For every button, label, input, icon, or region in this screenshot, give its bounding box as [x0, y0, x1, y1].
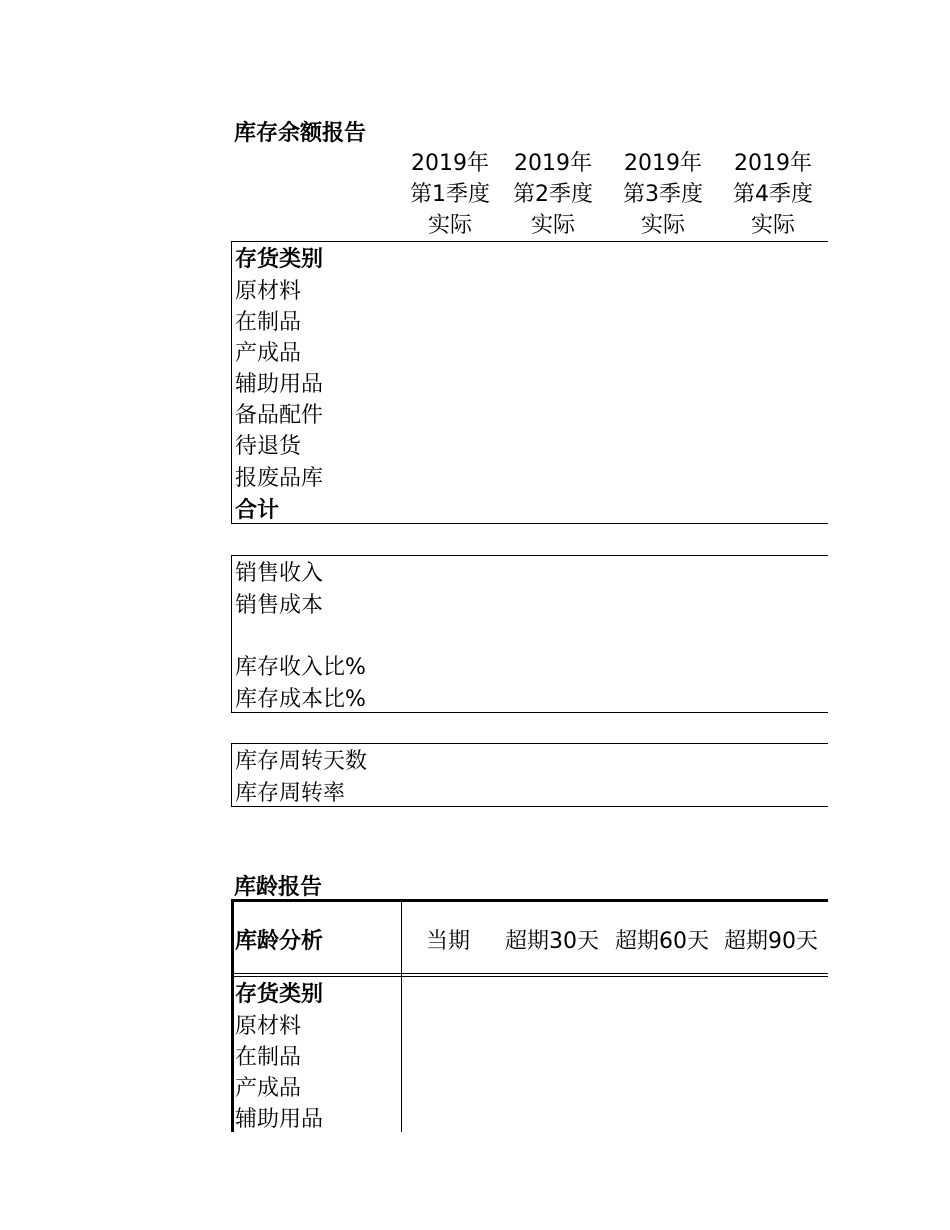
aging-col-30: 超期30天 — [505, 929, 599, 954]
sales-cost-label: 销售成本 — [235, 593, 324, 618]
list-item: 在制品 — [235, 310, 302, 335]
sales-revenue-label: 销售收入 — [235, 561, 324, 586]
turnover-left-border — [231, 743, 232, 806]
list-item: 备品配件 — [235, 403, 324, 428]
list-item: 原材料 — [235, 1014, 302, 1039]
aging-col-current: 当期 — [426, 929, 471, 954]
list-item: 报废品库 — [235, 466, 324, 491]
list-item: 在制品 — [235, 1045, 302, 1070]
aging-report-title: 库龄报告 — [234, 875, 323, 900]
col-header-q2: 2019年 第2季度 实际 — [513, 151, 593, 238]
inventory-report-title: 库存余额报告 — [234, 121, 367, 146]
inv-cost-ratio-label: 库存成本比% — [235, 687, 366, 712]
turnover-rate-label: 库存周转率 — [235, 781, 346, 806]
list-item: 待退货 — [235, 434, 302, 459]
category-header: 存货类别 — [235, 247, 324, 272]
list-item: 产成品 — [235, 1076, 302, 1101]
aging-left-border — [231, 899, 234, 1132]
col-header-q3: 2019年 第3季度 实际 — [623, 151, 703, 238]
aging-header-label: 库龄分析 — [235, 929, 324, 954]
aging-category-header: 存货类别 — [235, 982, 324, 1007]
list-item: 辅助用品 — [235, 1107, 324, 1132]
aging-divider — [401, 899, 402, 1132]
aging-col-60: 超期60天 — [615, 929, 709, 954]
aging-header-bottom-1 — [231, 973, 828, 974]
col-header-q4: 2019年 第4季度 实际 — [733, 151, 813, 238]
table-left-border — [231, 241, 232, 523]
aging-col-90: 超期90天 — [724, 929, 818, 954]
list-item: 原材料 — [235, 279, 302, 304]
turnover-days-label: 库存周转天数 — [235, 749, 368, 774]
inv-revenue-ratio-label: 库存收入比% — [235, 655, 366, 680]
aging-top-border — [231, 899, 828, 902]
sales-left-border — [231, 555, 232, 712]
list-item: 产成品 — [235, 341, 302, 366]
col-header-q1: 2019年 第1季度 实际 — [410, 151, 490, 238]
table-bottom-border — [231, 523, 828, 524]
list-item: 辅助用品 — [235, 372, 324, 397]
total-label: 合计 — [235, 498, 280, 523]
